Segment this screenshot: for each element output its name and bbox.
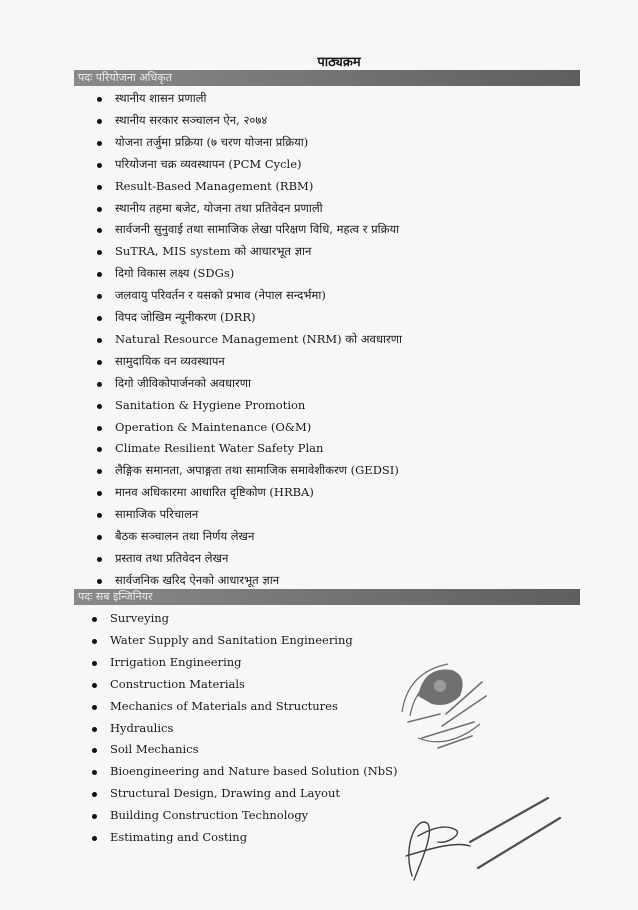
page-title xyxy=(0,52,638,70)
list-item: Result-Based Management (RBM) xyxy=(115,178,314,193)
page-title-text: पाठ्यक्रम xyxy=(317,55,361,70)
list-item: प्रस्ताव तथा प्रतिवेदन लेखन xyxy=(115,550,229,565)
list-item: Water Supply and Sanitation Engineering xyxy=(110,632,353,647)
list-item: SuTRA, MIS system को आधारभूत ज्ञान xyxy=(115,244,312,259)
list-item: Surveying xyxy=(110,611,170,625)
list-item: Irrigation Engineering xyxy=(110,654,242,669)
list-item: Estimating and Costing xyxy=(110,830,248,844)
list-item: Sanitation & Hygiene Promotion xyxy=(115,397,306,412)
section-heading-sub-engineer: पदः सब इन्जिनियर xyxy=(74,589,580,605)
official-stamp xyxy=(388,652,498,762)
list-item: Structural Design, Drawing and Layout xyxy=(110,786,340,801)
list-item: सार्वजनी सुनुवाई तथा सामाजिक लेखा परिक्षण विधि, महत्व र प्रक्रिया xyxy=(115,222,400,237)
list-item: लैङ्गिक समानता, अपाङ्गता तथा सामाजिक समावेशीकरण (GEDSI) xyxy=(115,463,399,478)
list-item: बैठक सञ्चालन तथा निर्णय लेखन xyxy=(115,529,255,543)
list-item: सामुदायिक वन व्यवस्थापन xyxy=(115,353,225,368)
list-item: Mechanics of Materials and Structures xyxy=(110,698,338,713)
list-item: Building Construction Technology xyxy=(110,808,309,823)
list-item: सार्वजनिक खरिद ऐनको आधारभूत ज्ञान xyxy=(115,572,280,587)
list-item: विपद जोखिम न्यूनीकरण (DRR) xyxy=(115,310,256,324)
list-item: Construction Materials xyxy=(110,676,245,691)
list-item: जलवायु परिवर्तन र यसको प्रभाव (नेपाल सन्दर्भमा) xyxy=(115,288,326,303)
signature-stamp xyxy=(398,784,568,894)
list-item: Climate Resilient Water Safety Plan xyxy=(115,441,324,456)
section-heading-project-officer: पदः परियोजना अधिकृत xyxy=(74,70,580,86)
list-item: दिगो विकास लक्ष्य (SDGs) xyxy=(115,266,235,281)
list-item: सामाजिक परिचालन xyxy=(115,507,199,522)
list-item: परियोजना चक्र व्यवस्थापन (PCM Cycle) xyxy=(115,156,302,171)
list-item: Natural Resource Management (NRM) को अवधारणा xyxy=(115,331,403,346)
list-item: स्थानीय शासन प्रणाली xyxy=(115,91,207,105)
list-item: मानव अधिकारमा आधारित दृष्टिकोण (HRBA) xyxy=(115,485,314,500)
list-item: Hydraulics xyxy=(110,720,174,735)
list-item: स्थानीय तहमा बजेट, योजना तथा प्रतिवेदन प्रणाली xyxy=(115,200,323,215)
list-item: दिगो जीविकोपार्जनको अवधारणा xyxy=(115,375,252,390)
list-item: स्थानीय सरकार सञ्चालन ऐन, २०७४ xyxy=(115,112,268,127)
list-item: Bioengineering and Nature based Solution (NbS) xyxy=(110,764,398,779)
list-item: Soil Mechanics xyxy=(110,742,199,757)
list-item: योजना तर्जुमा प्रक्रिया (७ चरण योजना प्रक्रिया) xyxy=(115,134,309,149)
list-item: Operation & Maintenance (O&M) xyxy=(115,419,312,434)
